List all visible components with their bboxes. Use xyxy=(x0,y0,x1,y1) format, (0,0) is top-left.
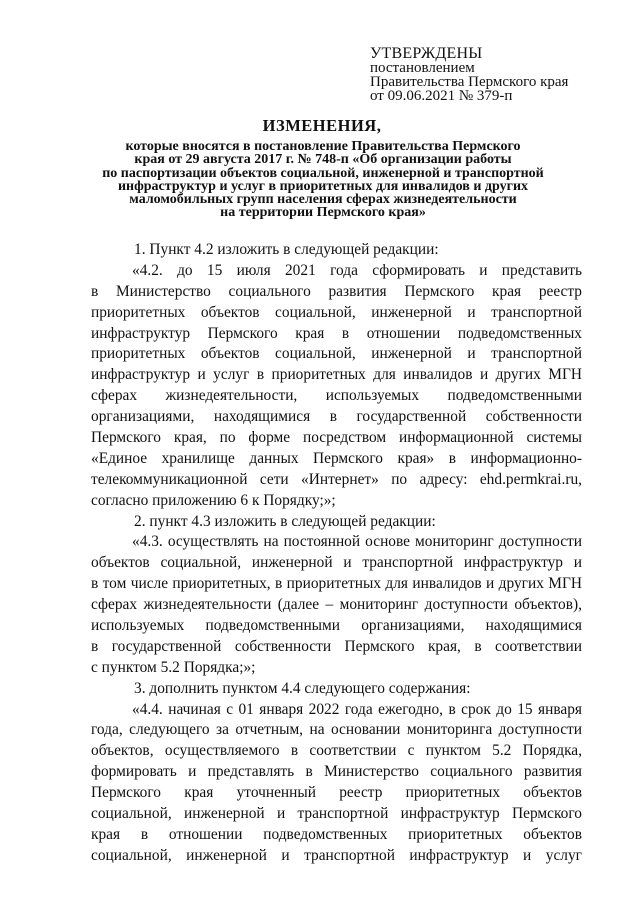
body-line: согласно приложению 6 к Порядку;»; xyxy=(91,491,336,509)
body-line: края в отношении подведомственных приоритетных объектов xyxy=(91,825,582,843)
document-title: ИЗМЕНЕНИЯ, xyxy=(262,116,382,135)
body-line: «4.2. до 15 июля 2021 года сформировать и представить xyxy=(132,261,582,279)
body-line: в том числе приоритетных, в приоритетных для инвалидов и других МГН xyxy=(91,575,582,593)
item-3-heading: 3. дополнить пунктом 4.4 следующего содержания: xyxy=(134,679,471,697)
body-line: «4.4. начиная с 01 января 2022 года ежегодно, в срок до 15 января xyxy=(132,700,582,718)
body-line: с пунктом 5.2 Порядка;»; xyxy=(91,658,256,676)
body-line: сферах жизнедеятельности, используемых подведомственными xyxy=(91,387,582,405)
body-line: приоритетных объектов социальной, инженерной и транспортной xyxy=(91,303,582,321)
document-body xyxy=(91,240,582,867)
approval-date-number: от 09.06.2021 № 379-п xyxy=(370,88,513,104)
subtitle-line: по паспортизации объектов социальной, инженерной и транспортной xyxy=(102,165,544,181)
subtitle-line: маломобильных групп населения сферах жизнедеятельности xyxy=(129,192,517,208)
item-2-heading: 2. пункт 4.3 изложить в следующей редакции: xyxy=(134,512,436,530)
body-line: приоритетных объектов социальной, инженерной и транспортной xyxy=(91,345,582,363)
subtitle-line: края от 29 августа 2017 г. № 748-п «Об организации работы xyxy=(134,152,512,168)
subtitle-line: инфраструктур и услуг в приоритетных для инвалидов и других xyxy=(117,178,529,194)
body-line: Пермского края, по форме посредством информационной системы xyxy=(91,429,582,447)
body-line: социальной, инженерной и транспортной инфраструктур и услуг xyxy=(91,846,582,864)
document-subtitle xyxy=(92,140,554,220)
item-1-heading: 1. Пункт 4.2 изложить в следующей редакции: xyxy=(134,241,439,258)
approval-stamp-block xyxy=(370,46,620,103)
body-line: телекоммуникационной сети «Интернет» по адресу: ehd.permkrai.ru, xyxy=(91,470,582,488)
body-line: Пермского края уточненный реестр приоритетных объектов xyxy=(91,784,582,802)
body-line: «Единое хранилище данных Пермского края» в информационно- xyxy=(91,449,582,467)
approval-heading: УТВЕРЖДЕНЫ xyxy=(370,45,483,62)
subtitle-line: на территории Пермского края» xyxy=(220,205,426,221)
body-line: объектов социальной, инженерной и транспортной инфраструктур и xyxy=(91,554,582,572)
subtitle-line: которые вносятся в постановление Правительства Пермского xyxy=(125,139,521,154)
body-line: инфраструктур Пермского края в отношении подведомственных xyxy=(91,324,582,342)
body-line: объектов, осуществляемого в соответствии с пунктом 5.2 Порядка, xyxy=(91,742,582,760)
body-line: года, следующего за отчетным, на основании мониторинга доступности xyxy=(91,721,582,739)
body-line: социальной, инженерной и транспортной инфраструктур Пермского xyxy=(91,805,582,823)
body-line: «4.3. осуществлять на постоянной основе мониторинг доступности xyxy=(132,533,582,551)
body-line: используемых подведомственными организациями, находящимися xyxy=(91,617,582,635)
body-line: сферах жизнедеятельности (далее – мониторинг доступности объектов), xyxy=(91,596,582,614)
body-line: в государственной собственности Пермского края, в соответствии xyxy=(91,637,582,655)
body-line: формировать и представлять в Министерство социального развития xyxy=(91,763,582,781)
body-line: в Министерство социального развития Пермского края реестр xyxy=(91,282,582,300)
body-line: инфраструктур и услуг в приоритетных для инвалидов и других МГН xyxy=(91,366,582,384)
approval-by-resolution: постановлением xyxy=(370,60,475,76)
approval-government: Правительства Пермского края xyxy=(370,74,569,90)
body-line: организациями, находящимися в государственной собственности xyxy=(91,408,582,426)
